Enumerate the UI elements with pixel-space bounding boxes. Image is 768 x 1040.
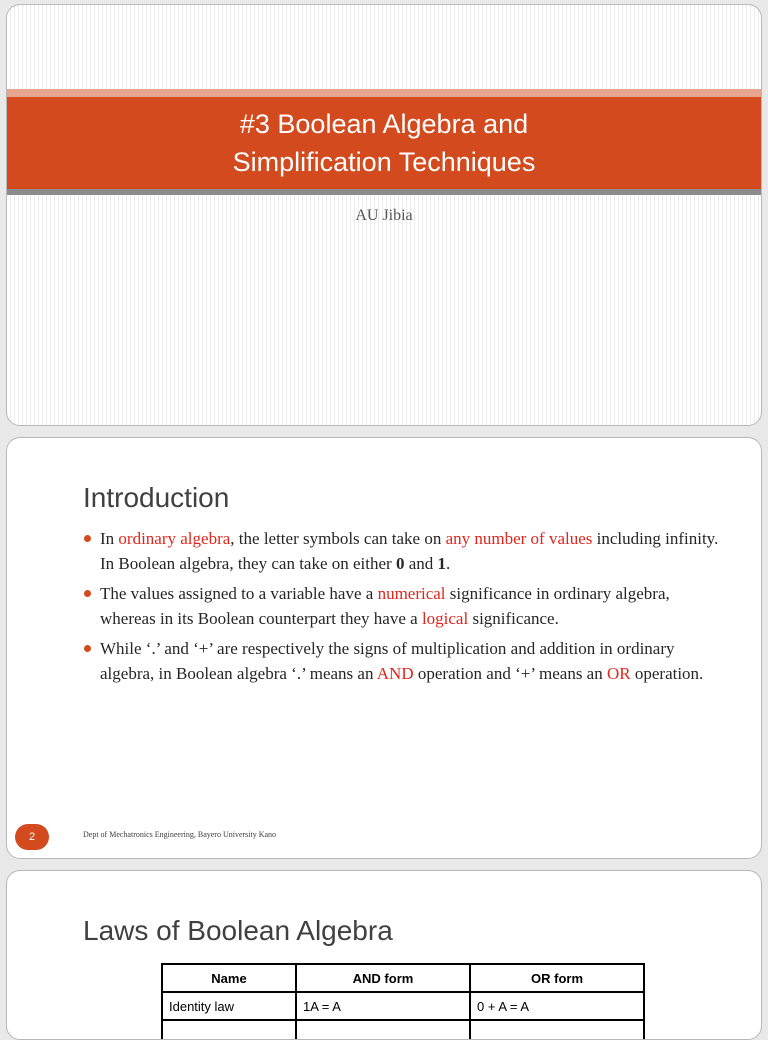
bullet-text: In bbox=[100, 529, 119, 548]
column-header: AND form bbox=[296, 964, 470, 992]
intro-slide bbox=[6, 437, 762, 859]
bullet-dot-icon bbox=[84, 645, 91, 652]
column-header: Name bbox=[162, 964, 296, 992]
bullet-item bbox=[83, 526, 723, 576]
table-cell bbox=[470, 1020, 644, 1040]
slide-footer: Dept of Mechatronics Engineering, Bayero University Kano bbox=[83, 830, 277, 839]
highlight-text: numerical bbox=[377, 584, 446, 603]
bullet-item bbox=[83, 636, 723, 686]
bullet-list bbox=[83, 526, 723, 691]
bullet-text: . bbox=[446, 554, 451, 573]
table-header-row bbox=[162, 964, 644, 992]
highlight-text: any number of values bbox=[445, 529, 593, 548]
table-cell bbox=[162, 1020, 296, 1040]
bullet-text: and bbox=[404, 554, 438, 573]
bullet-text: The values assigned to a variable have a bbox=[100, 584, 378, 603]
bold-value: 0 bbox=[395, 554, 405, 573]
highlight-text: logical bbox=[421, 609, 469, 628]
bold-value: 1 bbox=[437, 554, 447, 573]
table-cell bbox=[296, 1020, 470, 1040]
bullet-text: operation. bbox=[630, 664, 704, 683]
title-slide bbox=[6, 4, 762, 426]
bullet-text: significance. bbox=[468, 609, 559, 628]
highlight-text: AND bbox=[376, 664, 414, 683]
title-band bbox=[7, 97, 761, 189]
table-cell: Identity law bbox=[162, 992, 296, 1020]
slide-title-line-1: #3 Boolean Algebra and bbox=[239, 109, 529, 139]
title-band-bottom-stripe bbox=[7, 189, 761, 195]
laws-table bbox=[161, 963, 645, 1040]
page-number-badge: 2 bbox=[15, 824, 49, 850]
highlight-text: ordinary algebra bbox=[118, 529, 231, 548]
highlight-text: OR bbox=[606, 664, 631, 683]
author-name: AU Jibia bbox=[355, 207, 413, 224]
bullet-text: significance in ordinary algebra, whereas in its Boolean counterpart they have a bbox=[100, 584, 670, 628]
table-cell: 1A = A bbox=[296, 992, 470, 1020]
bullet-dot-icon bbox=[84, 590, 91, 597]
slide-heading: Introduction bbox=[83, 482, 230, 513]
bullet-text: While ‘.’ and ‘+’ are respectively the signs of multiplication and addition in ordinary algebra, in Boolean algebra ‘.’ means an bbox=[100, 639, 675, 683]
title-band-top-stripe bbox=[7, 89, 761, 97]
table-cell: 0 + A = A bbox=[470, 992, 644, 1020]
slide-title-line-2: Simplification Techniques bbox=[232, 147, 536, 177]
table-row bbox=[162, 992, 644, 1020]
table-row bbox=[162, 1020, 644, 1040]
bullet-text: including infinity. In Boolean algebra, they can take on either bbox=[100, 529, 719, 573]
bullet-text: operation and ‘+’ means an bbox=[413, 664, 607, 683]
bullet-dot-icon bbox=[84, 535, 91, 542]
slide-heading: Laws of Boolean Algebra bbox=[83, 915, 393, 946]
bullet-text: , the letter symbols can take on bbox=[230, 529, 446, 548]
column-header: OR form bbox=[470, 964, 644, 992]
bullet-item bbox=[83, 581, 723, 631]
laws-slide bbox=[6, 870, 762, 1040]
